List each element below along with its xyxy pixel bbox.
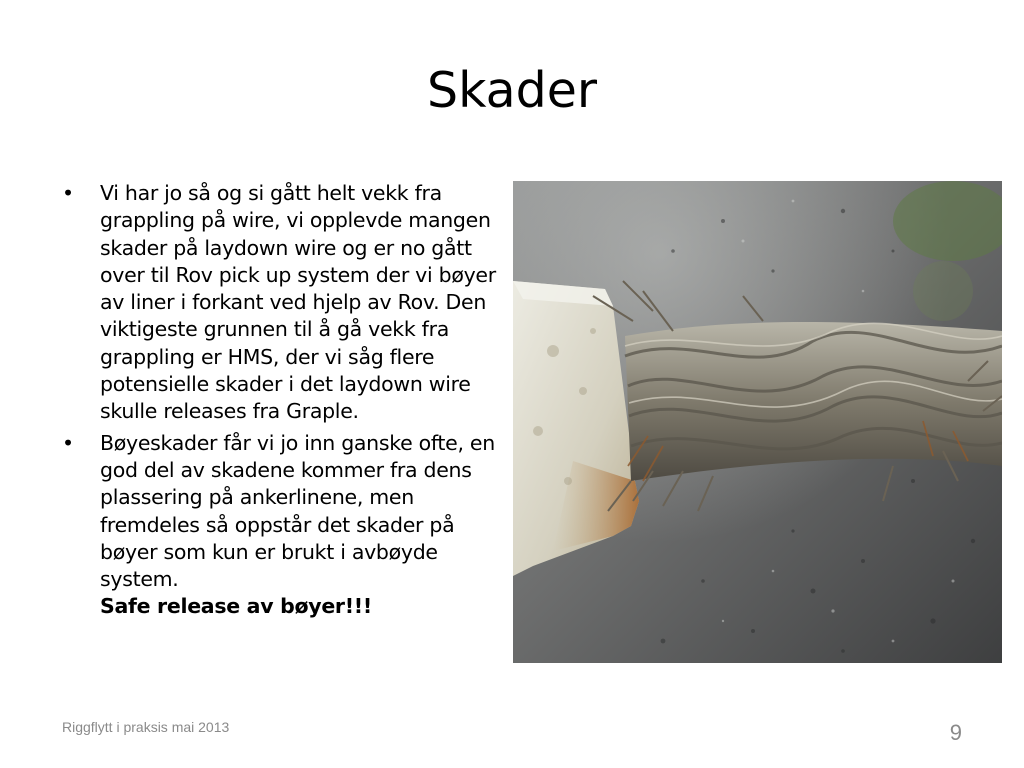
damaged-wire-photo (513, 181, 1002, 663)
bullet-item (62, 180, 502, 426)
bullet-text: Bøyeskader får vi jo inn ganske ofte, en god del av skadene kommer fra dens plassering på ankerlinene, men fremdeles så oppstår det skader på bøyer som kun er brukt i avbøyde system. (100, 430, 495, 592)
bullet-content (62, 180, 502, 625)
bullet-dot-icon: • (62, 181, 74, 205)
bullet-item (62, 430, 502, 621)
footer-text: Riggflytt i praksis mai 2013 (62, 719, 230, 735)
bullet-dot-icon: • (62, 430, 74, 455)
bullet-text: Vi har jo så og si gått helt vekk fra grappling på wire, vi opplevde mangen skader på laydown wire og er no gått over til Rov pick up system der vi bøyer av liner i forkant ved hjelp av Rov. Den viktigeste grunnen til å gå vekk fra grappling er HMS, der vi såg flere potensielle skader i det laydown wire skulle releases fra Graple. (100, 181, 496, 424)
page-number: 9 (949, 720, 962, 745)
slide-title: Skader (426, 62, 598, 119)
bullet-list (62, 180, 502, 621)
bullet-emphasis: Safe release av bøyer!!! (100, 594, 372, 619)
